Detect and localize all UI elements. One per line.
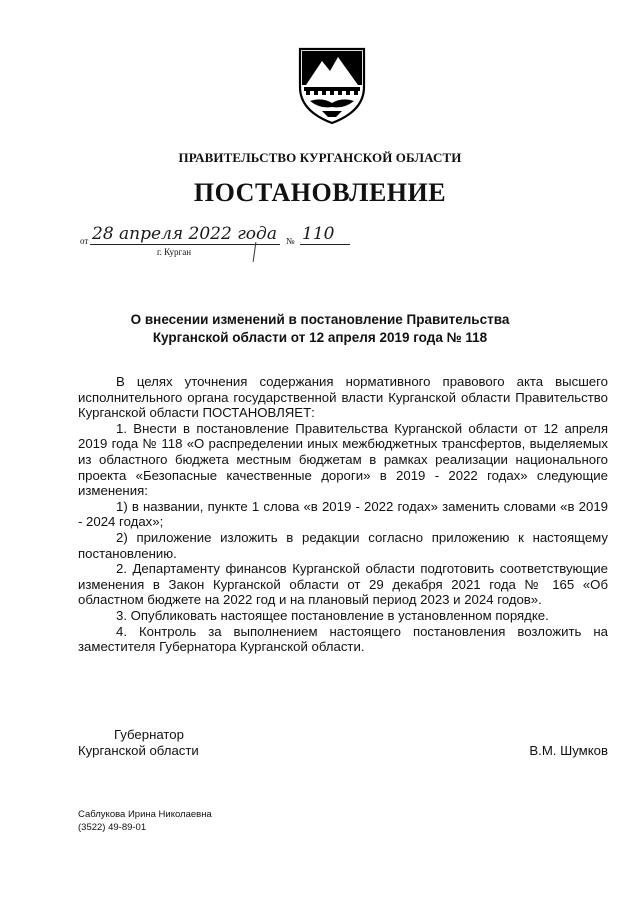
signer-title-line-2: Курганской области [78,742,199,758]
document-number: 110 [302,224,335,244]
city: г. Курган [157,247,192,257]
body-paragraph: 1. Внести в постановление Правительства Курганской области от 12 апреля 2019 года № 118 «О распределении иных межбюджетных трансфертов, выделяемых из областного бюджета местным бюджетам в рамках реализации национального проекта «Безопасные качественные дороги» в 2019 - 2022 годах» следующие изменения: [78,420,608,499]
body-paragraph: В целях уточнения содержания нормативного правового акта высшего исполнительного органа государственной власти Курганской области Правительство Курганской области ПОСТАНОВЛЯЕТ: [78,374,608,421]
number-underline [300,244,350,245]
body-paragraph: 3. Опубликовать настоящее постановление в установленном порядке. [116,607,549,623]
body-paragraph: 1) в названии, пункте 1 слова «в 2019 - 2022 годах» заменить словами «в 2019 - 2024 годах»; [78,498,608,530]
title-line-2: Курганской области от 12 апреля 2019 года № 118 [152,330,488,345]
coat-of-arms-icon [296,45,368,125]
contact-block [78,808,212,834]
date-number-line [80,222,360,262]
body-paragraph: 4. Контроль за выполнением настоящего постановления возложить на заместителя Губернатора Курганской области. [78,623,608,655]
contact-phone: (3522) 49-89-01 [78,822,147,833]
date-prefix: от [80,236,89,246]
document-date: 28 апреля 2022 года [92,224,277,244]
document-body [78,374,608,655]
date-underline [90,244,280,245]
title-line-1: О внесении изменений в постановление Правительства [130,312,510,327]
document-title [0,311,640,347]
signer-position [78,727,199,758]
body-paragraph: 2. Департаменту финансов Курганской области подготовить соответствующие изменения в Закон Курганской области от 29 декабря 2021 года № 165 «Об областном бюджете на 2022 год и на плановый период 2023 и 2024 годов». [78,561,608,608]
government-name: ПРАВИТЕЛЬСТВО КУРГАНСКОЙ ОБЛАСТИ [178,150,462,165]
document-type: ПОСТАНОВЛЕНИЕ [193,178,447,207]
body-paragraph: 2) приложение изложить в редакции согласно приложению к настоящему постановлению. [78,529,608,561]
number-prefix: № [286,236,295,246]
contact-name: Саблукова Ирина Николаевна [78,809,212,820]
signer-title-line-1: Губернатор [114,727,184,742]
signer-name: В.М. Шумков [529,743,608,758]
